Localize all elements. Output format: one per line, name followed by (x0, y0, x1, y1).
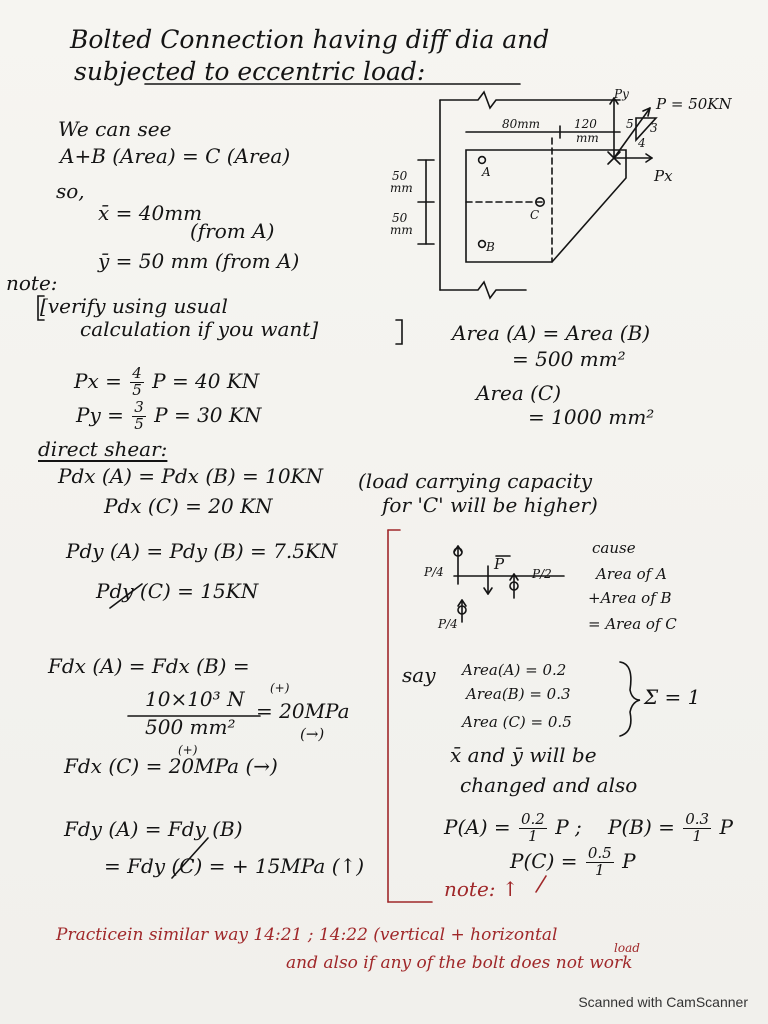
bolt-b (479, 241, 486, 248)
area-c-value: = 1000 mm² (528, 405, 655, 429)
we-can-see: We can see (58, 117, 172, 141)
strike-mark (172, 838, 208, 878)
bottom-load-word: load (614, 941, 640, 955)
fdx-direction: (→) (300, 725, 325, 743)
bottom-line-2: and also if any of the bolt does not work (286, 953, 633, 973)
say-area-a: Area(A) = 0.2 (462, 661, 567, 679)
bottom-line-1: Practicein similar way 14:21 ; 14:22 (vertical + horizontal (56, 925, 558, 945)
pc-equation: P(C) = $\frac{0.5}{1}$ P (510, 844, 636, 879)
area-relation: A+B (Area) = C (Area) (60, 144, 291, 168)
dim-50-bottom: 50 (392, 211, 408, 225)
cause-label: cause (592, 539, 636, 557)
verify-left-bracket (38, 296, 44, 320)
cause-area-b: +Area of B (588, 589, 672, 607)
bolt-c-label: C (530, 208, 540, 222)
direct-shear-heading: direct shear: (38, 437, 168, 461)
changed-line-1: x̄ and ȳ will be (450, 743, 597, 767)
so-label: so, (56, 179, 85, 203)
pb-equation: P(B) = $\frac{0.3}{1}$ P (608, 810, 733, 845)
px-equation: Px = $\frac{4}{5}$ P = 40 KN (74, 364, 260, 399)
fdx-value: = 20MPa (256, 699, 350, 723)
sum-brace (620, 662, 640, 736)
fdy-c: = Fdy (C) = + 15MPa (↑) (104, 854, 365, 878)
fdy-ab: Fdy (A) = Fdy (B) (64, 817, 243, 841)
pdy-ab: Pdy (A) = Pdy (B) = 7.5KN (66, 539, 338, 563)
cause-area-a: Area of A (596, 565, 667, 583)
note-label: note: (6, 271, 58, 295)
load-p-label: P = 50KN (656, 95, 732, 113)
py-equation: Py = $\frac{3}{5}$ P = 30 KN (76, 398, 262, 433)
fbd-p2: P/2 (532, 567, 552, 581)
triangle-3: 3 (650, 121, 658, 135)
red-note: note: ↑ (444, 877, 519, 901)
pdy-c: Pdy (C) = 15KN (96, 579, 259, 603)
pdx-ab: Pdx (A) = Pdx (B) = 10KN (58, 464, 323, 488)
dim-50-bottom-mm: mm (390, 223, 413, 237)
py-label: Py (614, 87, 629, 101)
bolt-a-label: A (482, 165, 491, 179)
free-body-diagram (454, 546, 564, 622)
dim-50-top-mm: mm (390, 181, 413, 195)
red-separator (388, 530, 546, 902)
dim-80mm: 80mm (502, 117, 541, 131)
load-capacity-note-2: for 'C' will be higher) (382, 493, 598, 517)
pa-equation: P(A) = $\frac{0.2}{1}$ P ; (444, 810, 582, 845)
sigma-sum: Σ = 1 (644, 685, 701, 709)
fbd-p-label: P (494, 555, 505, 573)
fbd-p4-left: P/4 (424, 565, 444, 579)
tick-mark (110, 584, 142, 608)
changed-line-2: changed and also (460, 773, 638, 797)
camscanner-watermark: Scanned with CamScanner (578, 994, 748, 1010)
triangle-5: 5 (626, 117, 634, 131)
fdx-denominator: 500 mm² (145, 715, 236, 739)
fbd-p4-bottom: P/4 (438, 617, 458, 631)
px-label: Px (654, 167, 673, 185)
ybar-value: ȳ = 50 mm (from A) (98, 249, 300, 273)
area-ab: Area (A) = Area (B) (452, 321, 651, 345)
fdx-plus: (+) (270, 681, 290, 695)
cause-area-c: = Area of C (588, 615, 677, 633)
verify-line-2: calculation if you want] (80, 317, 319, 341)
say-area-b: Area(B) = 0.3 (466, 685, 571, 703)
connection-diagram (418, 92, 656, 298)
dim-120: 120 (574, 117, 597, 131)
verify-right-bracket (396, 320, 402, 344)
fdx-numerator: 10×10³ N (145, 687, 245, 711)
area-c: Area (C) (476, 381, 562, 405)
bolt-b-label: B (486, 240, 495, 254)
area-ab-value: = 500 mm² (512, 347, 626, 371)
fdx-ab: Fdx (A) = Fdx (B) = (48, 654, 250, 678)
bolt-a (479, 157, 486, 164)
xbar-from-a: (from A) (190, 219, 275, 243)
verify-line-1: [verify using usual (40, 294, 228, 318)
xbar-value: x̄ = 40mm (98, 201, 203, 225)
triangle-4: 4 (638, 136, 646, 150)
dim-120-mm: mm (576, 131, 599, 145)
dim-50-top: 50 (392, 169, 408, 183)
say-area-c: Area (C) = 0.5 (462, 713, 572, 731)
title-line-1: Bolted Connection having diff dia and (70, 25, 550, 54)
load-capacity-note-1: (load carrying capacity (358, 469, 593, 493)
fdx-c-plus: (+) (178, 743, 198, 757)
title-line-2: subjected to eccentric load: (74, 57, 426, 86)
fdx-c: Fdx (C) = 20MPa (→) (64, 754, 278, 778)
say-label: say (402, 663, 436, 687)
pdx-c: Pdx (C) = 20 KN (104, 494, 273, 518)
